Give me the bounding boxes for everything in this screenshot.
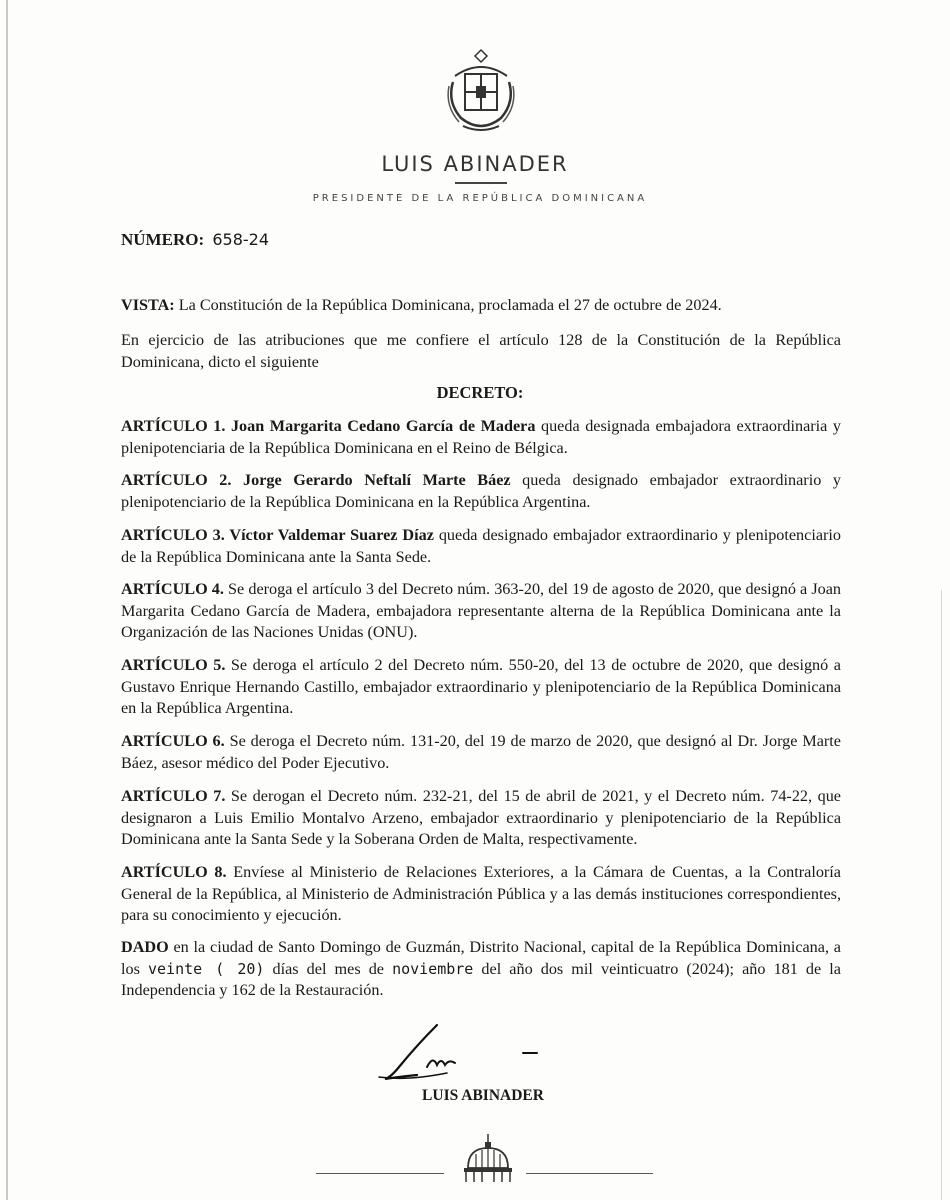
vista-paragraph xyxy=(121,295,841,317)
page-edge-right xyxy=(941,590,942,1200)
dome-emblem-icon xyxy=(458,1132,518,1184)
article-3 xyxy=(121,525,841,568)
footer-divider-left xyxy=(316,1173,444,1174)
article-4-label: ARTÍCULO 4. xyxy=(121,580,224,598)
article-8 xyxy=(121,862,841,927)
vista-text: La Constitución de la República Dominicana, proclamada el 27 de octubre de 2024. xyxy=(174,296,722,314)
dado-text-3: del año dos mil veinticuatro (2024); año 181 de la Independencia y 162 de la Restauración. xyxy=(121,959,841,999)
article-2-label: ARTÍCULO 2. Jorge Gerardo Neftalí Marte Báez xyxy=(121,471,511,489)
header-president-name: LUIS ABINADER xyxy=(381,152,569,176)
decree-number-label: NÚMERO: xyxy=(121,230,205,249)
footer-divider-right xyxy=(526,1173,653,1174)
article-6 xyxy=(121,731,841,774)
preamble-paragraph: En ejercicio de las atribuciones que me confiere el artículo 128 de la Constitución de la República Dominicana, dicto el siguiente xyxy=(121,331,841,371)
article-7-text: Se derogan el Decreto núm. 232-21, del 15 de abril de 2021, y el Decreto núm. 74-22, que designaron a Luis Emilio Montalvo Arzeno, embajador extraordinario y plenipotenciario de la República Dominicana ante la Santa Sede y la Soberana Orden de Malta, respectivamente. xyxy=(121,787,841,848)
header-president-title: PRESIDENTE DE LA REPÚBLICA DOMINICANA xyxy=(312,193,648,204)
dado-paragraph xyxy=(121,937,841,1002)
dado-text-1: en la ciudad de Santo Domingo de Guzmán, Distrito Nacional, capital de la República Dominicana, a los xyxy=(121,938,841,978)
dado-text-2: días del mes de xyxy=(264,959,393,978)
article-6-text: Se deroga el Decreto núm. 131-20, del 19 de marzo de 2020, que designó al Dr. Jorge Marte Báez, asesor médico del Poder Ejecutivo. xyxy=(121,732,841,772)
article-1-label: ARTÍCULO 1. Joan Margarita Cedano García de Madera xyxy=(121,417,536,435)
article-5-label: ARTÍCULO 5. xyxy=(121,656,226,674)
decree-title: DECRETO: xyxy=(436,383,524,402)
dado-label: DADO xyxy=(121,938,169,956)
article-6-label: ARTÍCULO 6. xyxy=(121,732,225,750)
article-8-text: Envíese al Ministerio de Relaciones Exteriores, a la Cámara de Cuentas, a la Contraloría General de la República, al Ministerio de Administración Pública y a las demás instituciones correspondientes, para su conocimiento y ejecución. xyxy=(121,863,841,924)
article-5 xyxy=(121,655,841,720)
article-7-label: ARTÍCULO 7. xyxy=(121,787,226,805)
vista-label: VISTA: xyxy=(121,296,175,314)
article-2 xyxy=(121,470,841,513)
article-4-text: Se deroga el artículo 3 del Decreto núm. 363-20, del 19 de agosto de 2020, que designó a Joan Margarita Cedano García de Madera, embajadora representante alterna de la República Dominicana ante la Organización de las Naciones Unidas (ONU). xyxy=(121,580,841,641)
article-3-label: ARTÍCULO 3. Víctor Valdemar Suarez Díaz xyxy=(121,526,434,544)
article-1-text: queda designada embajadora extraordinaria y plenipotenciaria de la República Dominicana en el Reino de Bélgica. xyxy=(121,417,841,457)
article-8-label: ARTÍCULO 8. xyxy=(121,863,227,881)
decree-number xyxy=(121,230,269,250)
page-edge-left xyxy=(6,0,8,1200)
article-2-text: queda designado embajador extraordinario y plenipotenciario de la República Dominicana en la República Argentina. xyxy=(121,471,841,511)
article-7 xyxy=(121,786,841,851)
article-1 xyxy=(121,416,841,459)
handwritten-signature xyxy=(377,1015,547,1085)
signature-name: LUIS ABINADER xyxy=(422,1087,544,1104)
article-3-text: queda designado embajador extraordinario y plenipotenciario de la República Dominicana ante la Santa Sede. xyxy=(121,526,841,566)
decree-number-value: 658-24 xyxy=(212,230,270,249)
header-divider xyxy=(455,182,507,184)
dado-month: noviembre xyxy=(392,959,474,978)
coat-of-arms-seal xyxy=(441,46,521,136)
article-5-text: Se deroga el artículo 2 del Decreto núm. 550-20, del 13 de octubre de 2020, que designó a Gustavo Enrique Hernando Castillo, embajador extraordinario y plenipotenciario de la República Dominicana en la República Argentina. xyxy=(121,656,841,717)
dado-day: veinte ( 20) xyxy=(147,959,265,978)
article-4 xyxy=(121,579,841,644)
